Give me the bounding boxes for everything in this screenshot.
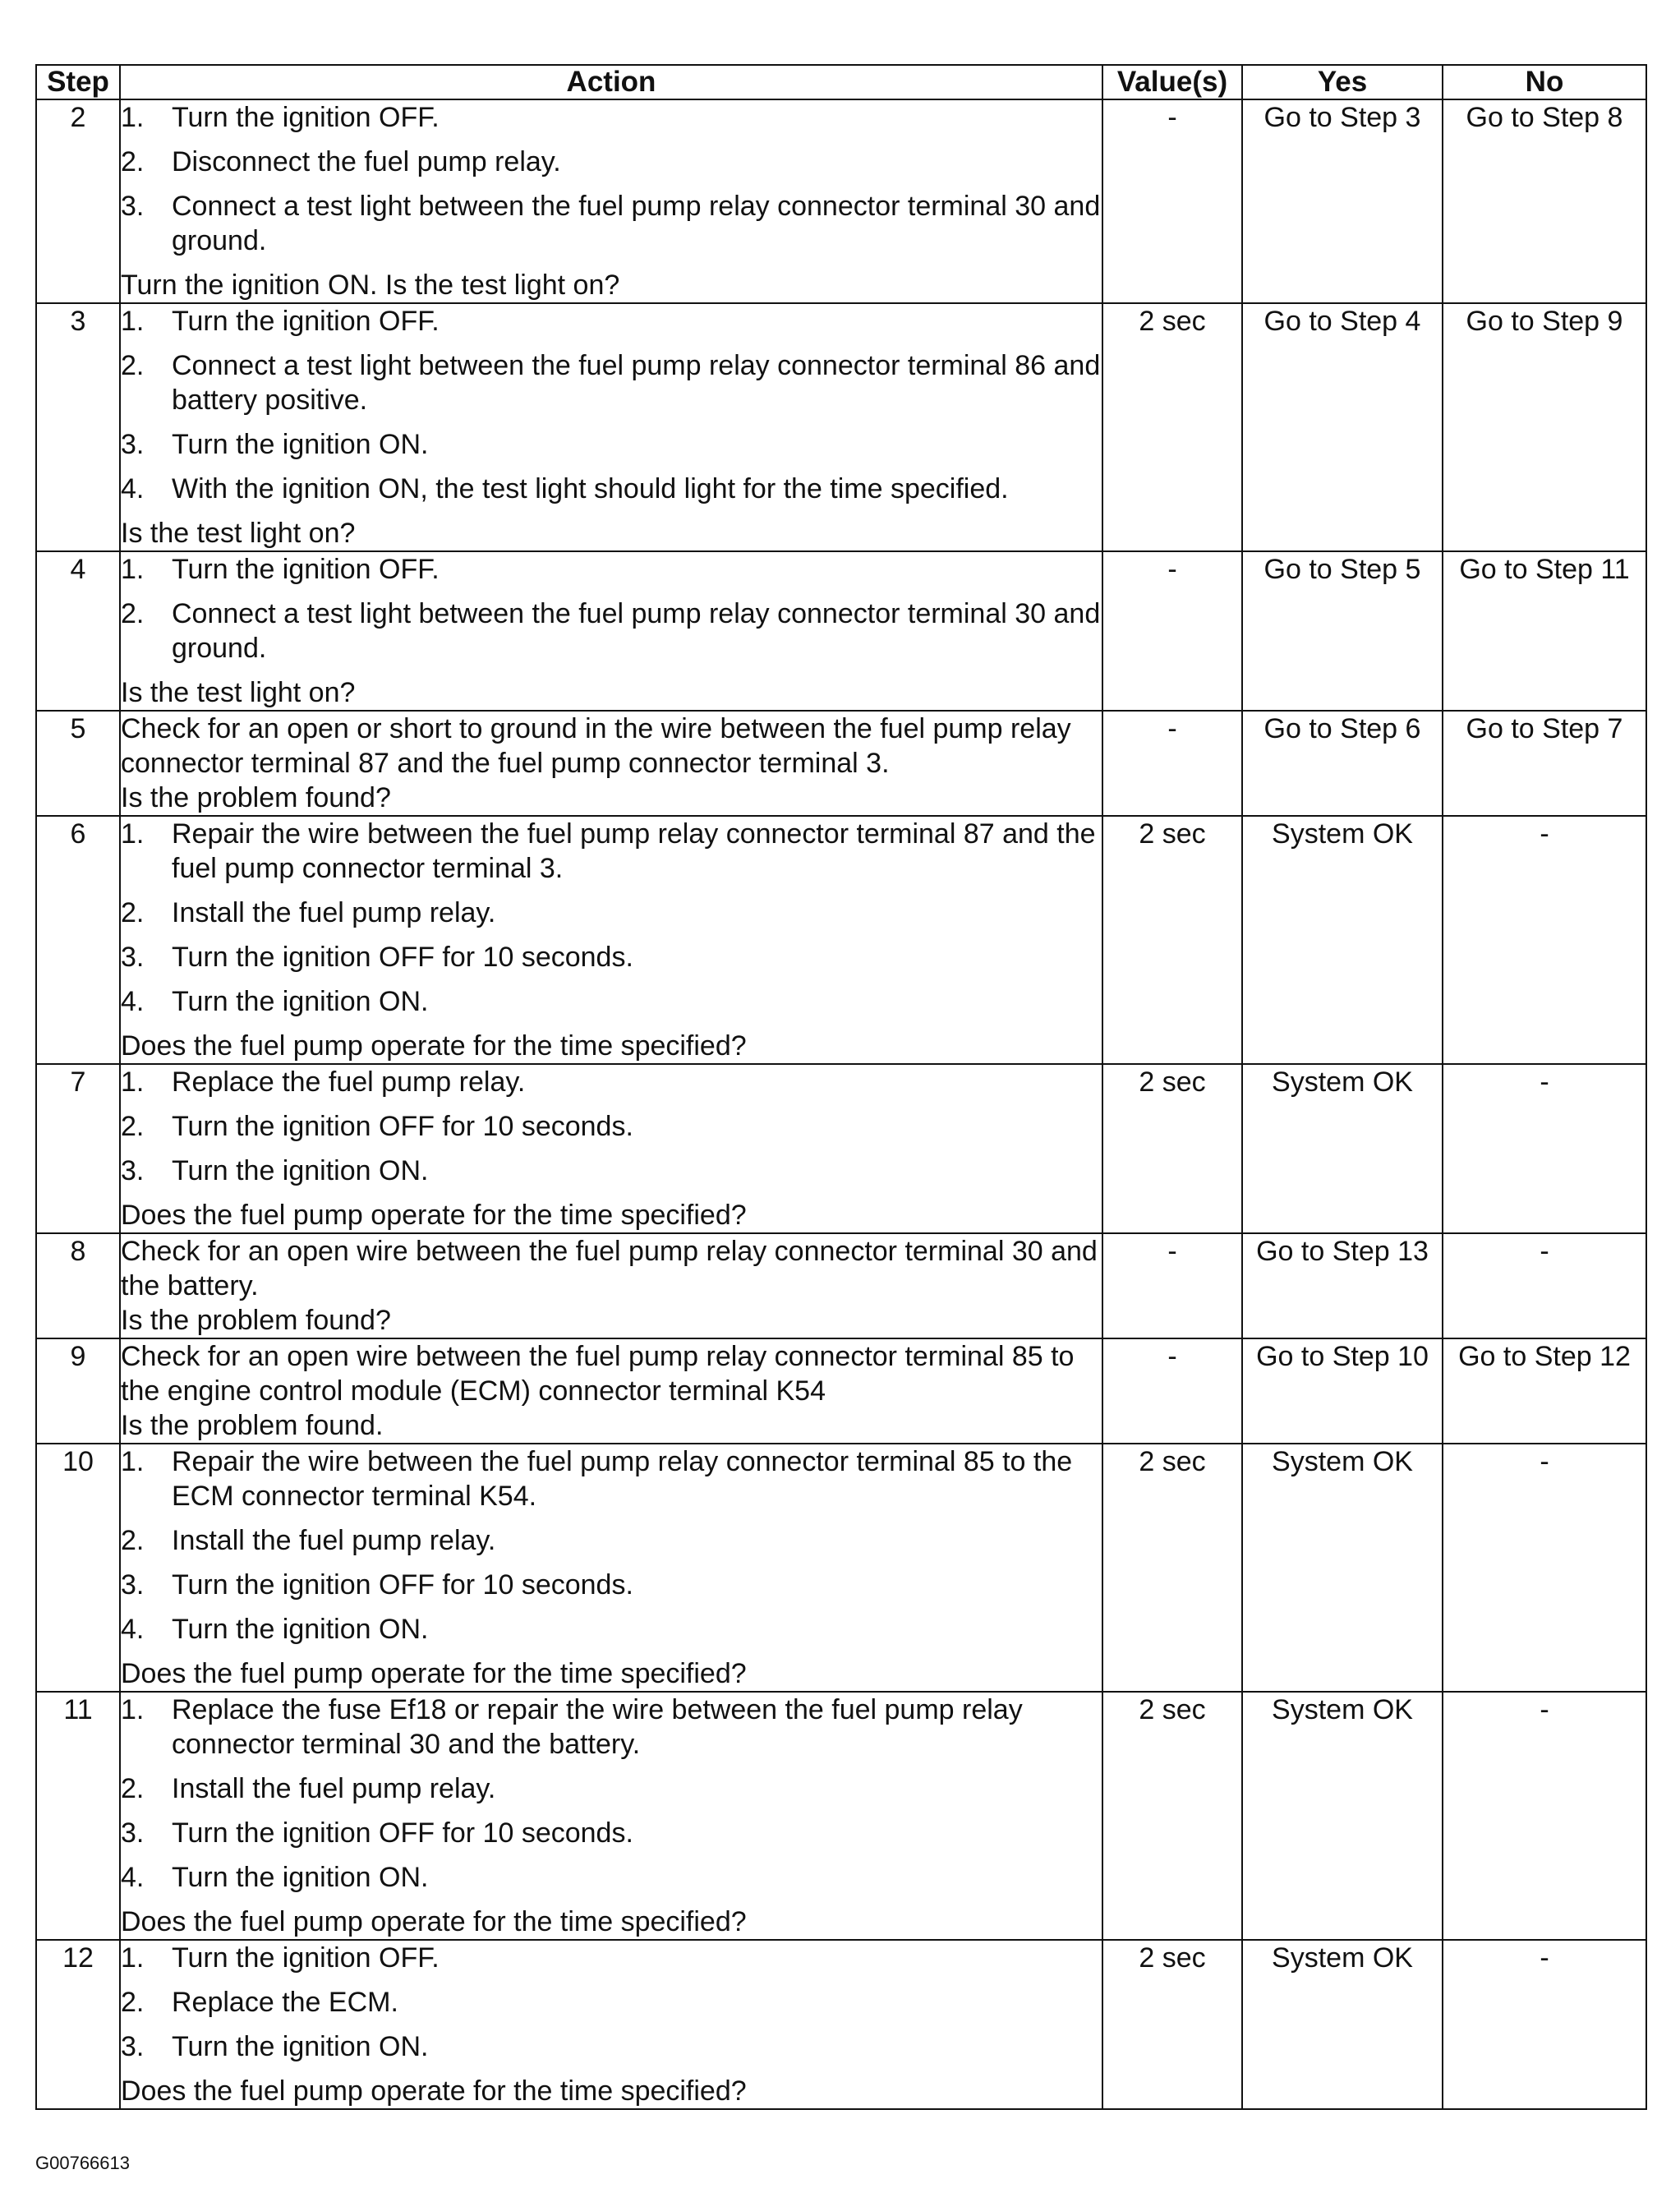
action-text: Check for an open or short to ground in the wire between the fuel pump relay connector terminal 87 and the fuel pump connector terminal 3. bbox=[121, 713, 1071, 779]
action-item bbox=[121, 817, 1102, 886]
action-item-text: Connect a test light between the fuel pump relay connector terminal 86 and battery positive. bbox=[172, 350, 1101, 416]
step-cell: 5 bbox=[36, 711, 120, 816]
table-row bbox=[36, 1692, 1646, 1940]
action-item-text: Turn the ignition ON. bbox=[172, 1862, 429, 1893]
action-cell bbox=[120, 551, 1102, 711]
action-cell bbox=[120, 816, 1102, 1064]
no-cell: Go to Step 8 bbox=[1443, 99, 1646, 303]
table-row bbox=[36, 551, 1646, 711]
action-cell bbox=[120, 1233, 1102, 1338]
action-text: Check for an open wire between the fuel pump relay connector terminal 85 to the engine control module (ECM) connector terminal K54 bbox=[121, 1341, 1075, 1407]
action-question: Is the problem found. bbox=[121, 1410, 384, 1441]
action-item-number: 3. bbox=[121, 191, 145, 222]
action-cell bbox=[120, 1338, 1102, 1444]
value-cell: - bbox=[1102, 99, 1242, 303]
no-cell: - bbox=[1443, 816, 1646, 1064]
action-item bbox=[121, 189, 1102, 258]
yes-cell: Go to Step 13 bbox=[1242, 1233, 1443, 1338]
action-item-number: 3. bbox=[121, 1155, 145, 1186]
action-item bbox=[121, 100, 1102, 135]
action-item-text: Install the fuel pump relay. bbox=[172, 1773, 496, 1804]
action-item bbox=[121, 1693, 1102, 1762]
action-cell bbox=[120, 711, 1102, 816]
action-item-number: 2. bbox=[121, 146, 145, 177]
action-item-number: 2. bbox=[121, 897, 145, 928]
action-item-text: Replace the ECM. bbox=[172, 1987, 398, 2018]
action-item-number: 2. bbox=[121, 1525, 145, 1556]
action-item-number: 1. bbox=[121, 1942, 145, 1974]
no-cell: - bbox=[1443, 1692, 1646, 1940]
action-item-text: Turn the ignition OFF. bbox=[172, 102, 440, 133]
value-cell: 2 sec bbox=[1102, 303, 1242, 551]
yes-cell: System OK bbox=[1242, 1692, 1443, 1940]
step-cell: 2 bbox=[36, 99, 120, 303]
value-cell: 2 sec bbox=[1102, 1940, 1242, 2109]
no-cell: - bbox=[1443, 1233, 1646, 1338]
action-item bbox=[121, 145, 1102, 179]
action-item bbox=[121, 1109, 1102, 1144]
action-item-number: 4. bbox=[121, 473, 145, 504]
action-item-text: Connect a test light between the fuel pump relay connector terminal 30 and ground. bbox=[172, 191, 1101, 256]
value-cell: 2 sec bbox=[1102, 1692, 1242, 1940]
action-item-number: 2. bbox=[121, 350, 145, 381]
value-cell: - bbox=[1102, 551, 1242, 711]
action-item bbox=[121, 1941, 1102, 1975]
yes-cell: Go to Step 10 bbox=[1242, 1338, 1443, 1444]
value-cell: - bbox=[1102, 1233, 1242, 1338]
action-item bbox=[121, 1771, 1102, 1806]
step-cell: 9 bbox=[36, 1338, 120, 1444]
action-item-text: Turn the ignition OFF. bbox=[172, 306, 440, 337]
step-cell: 4 bbox=[36, 551, 120, 711]
action-item-text: Repair the wire between the fuel pump relay connector terminal 87 and the fuel pump connector terminal 3. bbox=[172, 818, 1096, 884]
action-question: Does the fuel pump operate for the time specified? bbox=[121, 1200, 747, 1231]
action-item bbox=[121, 348, 1102, 417]
action-item-number: 1. bbox=[121, 818, 145, 850]
action-item-number: 1. bbox=[121, 1446, 145, 1477]
action-item-number: 1. bbox=[121, 1694, 145, 1725]
action-item-text: Connect a test light between the fuel pump relay connector terminal 30 and ground. bbox=[172, 598, 1101, 664]
action-item bbox=[121, 2029, 1102, 2064]
action-item-text: Turn the ignition ON. bbox=[172, 986, 429, 1017]
action-item-number: 2. bbox=[121, 598, 145, 629]
action-item-number: 2. bbox=[121, 1773, 145, 1804]
action-item-text: Turn the ignition ON. bbox=[172, 1155, 429, 1186]
action-item-number: 2. bbox=[121, 1111, 145, 1142]
table-row bbox=[36, 711, 1646, 816]
action-item bbox=[121, 1523, 1102, 1558]
action-question: Is the test light on? bbox=[121, 518, 356, 549]
table-row bbox=[36, 99, 1646, 303]
action-item bbox=[121, 427, 1102, 462]
action-item-number: 3. bbox=[121, 1569, 145, 1601]
action-item bbox=[121, 940, 1102, 974]
action-item bbox=[121, 1065, 1102, 1099]
value-cell: 2 sec bbox=[1102, 1064, 1242, 1233]
action-item-text: Repair the wire between the fuel pump relay connector terminal 85 to the ECM connector terminal K54. bbox=[172, 1446, 1073, 1512]
action-item-text: Replace the fuse Ef18 or repair the wire between the fuel pump relay connector terminal 30 and the battery. bbox=[172, 1694, 1023, 1760]
action-item bbox=[121, 552, 1102, 587]
no-cell: Go to Step 9 bbox=[1443, 303, 1646, 551]
action-item-number: 4. bbox=[121, 1614, 145, 1645]
table-row bbox=[36, 1064, 1646, 1233]
table-row bbox=[36, 816, 1646, 1064]
action-item-text: Replace the fuel pump relay. bbox=[172, 1066, 526, 1098]
action-question: Is the problem found? bbox=[121, 782, 391, 813]
action-cell bbox=[120, 1692, 1102, 1940]
action-item-text: Turn the ignition ON. bbox=[172, 429, 429, 460]
action-cell bbox=[120, 1064, 1102, 1233]
action-item-number: 4. bbox=[121, 1862, 145, 1893]
step-cell: 3 bbox=[36, 303, 120, 551]
no-cell: - bbox=[1443, 1444, 1646, 1692]
header-row bbox=[36, 65, 1646, 99]
step-cell: 10 bbox=[36, 1444, 120, 1692]
action-item-number: 1. bbox=[121, 102, 145, 133]
table-row bbox=[36, 1233, 1646, 1338]
action-question: Does the fuel pump operate for the time specified? bbox=[121, 1658, 747, 1689]
header-action: Action bbox=[120, 65, 1102, 99]
action-item-number: 3. bbox=[121, 1817, 145, 1849]
header-values: Value(s) bbox=[1102, 65, 1242, 99]
step-cell: 12 bbox=[36, 1940, 120, 2109]
action-item-text: Disconnect the fuel pump relay. bbox=[172, 146, 561, 177]
yes-cell: System OK bbox=[1242, 1940, 1443, 2109]
action-item-number: 1. bbox=[121, 306, 145, 337]
action-item bbox=[121, 896, 1102, 930]
value-cell: 2 sec bbox=[1102, 816, 1242, 1064]
action-cell bbox=[120, 1940, 1102, 2109]
step-cell: 11 bbox=[36, 1692, 120, 1940]
header-step: Step bbox=[36, 65, 120, 99]
action-item-text: Install the fuel pump relay. bbox=[172, 897, 496, 928]
yes-cell: Go to Step 6 bbox=[1242, 711, 1443, 816]
action-item-text: Turn the ignition ON. bbox=[172, 1614, 429, 1645]
action-item-text: Turn the ignition OFF. bbox=[172, 554, 440, 585]
table-row bbox=[36, 1940, 1646, 2109]
table-row bbox=[36, 1338, 1646, 1444]
action-item-text: Turn the ignition OFF. bbox=[172, 1942, 440, 1974]
action-item bbox=[121, 1860, 1102, 1895]
action-item bbox=[121, 472, 1102, 506]
action-question: Does the fuel pump operate for the time specified? bbox=[121, 1906, 747, 1937]
action-item-number: 3. bbox=[121, 429, 145, 460]
no-cell: - bbox=[1443, 1064, 1646, 1233]
no-cell: Go to Step 12 bbox=[1443, 1338, 1646, 1444]
no-cell: Go to Step 7 bbox=[1443, 711, 1646, 816]
value-cell: - bbox=[1102, 711, 1242, 816]
action-item bbox=[121, 304, 1102, 339]
action-question: Turn the ignition ON. Is the test light on? bbox=[121, 269, 620, 301]
action-item bbox=[121, 1612, 1102, 1647]
action-item bbox=[121, 1816, 1102, 1850]
yes-cell: Go to Step 4 bbox=[1242, 303, 1443, 551]
header-no: No bbox=[1443, 65, 1646, 99]
step-cell: 8 bbox=[36, 1233, 120, 1338]
action-item-text: Turn the ignition OFF for 10 seconds. bbox=[172, 1817, 633, 1849]
action-question: Is the problem found? bbox=[121, 1305, 391, 1336]
action-item bbox=[121, 1154, 1102, 1188]
no-cell: Go to Step 11 bbox=[1443, 551, 1646, 711]
action-item-text: Turn the ignition ON. bbox=[172, 2031, 429, 2062]
diagnostic-table bbox=[35, 64, 1647, 2110]
yes-cell: Go to Step 5 bbox=[1242, 551, 1443, 711]
action-item-number: 3. bbox=[121, 2031, 145, 2062]
action-item bbox=[121, 1444, 1102, 1513]
action-item-text: Turn the ignition OFF for 10 seconds. bbox=[172, 942, 633, 973]
action-item-text: With the ignition ON, the test light should light for the time specified. bbox=[172, 473, 1009, 504]
value-cell: 2 sec bbox=[1102, 1444, 1242, 1692]
action-item-text: Install the fuel pump relay. bbox=[172, 1525, 496, 1556]
action-cell bbox=[120, 1444, 1102, 1692]
action-text: Check for an open wire between the fuel pump relay connector terminal 30 and the battery. bbox=[121, 1236, 1098, 1301]
table-row bbox=[36, 1444, 1646, 1692]
action-cell bbox=[120, 99, 1102, 303]
action-item-text: Turn the ignition OFF for 10 seconds. bbox=[172, 1111, 633, 1142]
table-row bbox=[36, 303, 1646, 551]
action-cell bbox=[120, 303, 1102, 551]
action-item bbox=[121, 1985, 1102, 2020]
step-cell: 6 bbox=[36, 816, 120, 1064]
action-question: Does the fuel pump operate for the time specified? bbox=[121, 1030, 747, 1062]
action-question: Is the test light on? bbox=[121, 677, 356, 708]
action-item-number: 4. bbox=[121, 986, 145, 1017]
action-item-number: 3. bbox=[121, 942, 145, 973]
action-item-number: 2. bbox=[121, 1987, 145, 2018]
action-item bbox=[121, 984, 1102, 1019]
table-body bbox=[36, 99, 1646, 2109]
action-question: Does the fuel pump operate for the time specified? bbox=[121, 2075, 747, 2107]
action-item bbox=[121, 1568, 1102, 1602]
action-item-number: 1. bbox=[121, 554, 145, 585]
action-item-number: 1. bbox=[121, 1066, 145, 1098]
yes-cell: Go to Step 3 bbox=[1242, 99, 1443, 303]
yes-cell: System OK bbox=[1242, 1444, 1443, 1692]
yes-cell: System OK bbox=[1242, 816, 1443, 1064]
action-item bbox=[121, 597, 1102, 666]
header-yes: Yes bbox=[1242, 65, 1443, 99]
step-cell: 7 bbox=[36, 1064, 120, 1233]
action-item-text: Turn the ignition OFF for 10 seconds. bbox=[172, 1569, 633, 1601]
value-cell: - bbox=[1102, 1338, 1242, 1444]
figure-id: G00766613 bbox=[35, 2153, 130, 2173]
no-cell: - bbox=[1443, 1940, 1646, 2109]
yes-cell: System OK bbox=[1242, 1064, 1443, 1233]
